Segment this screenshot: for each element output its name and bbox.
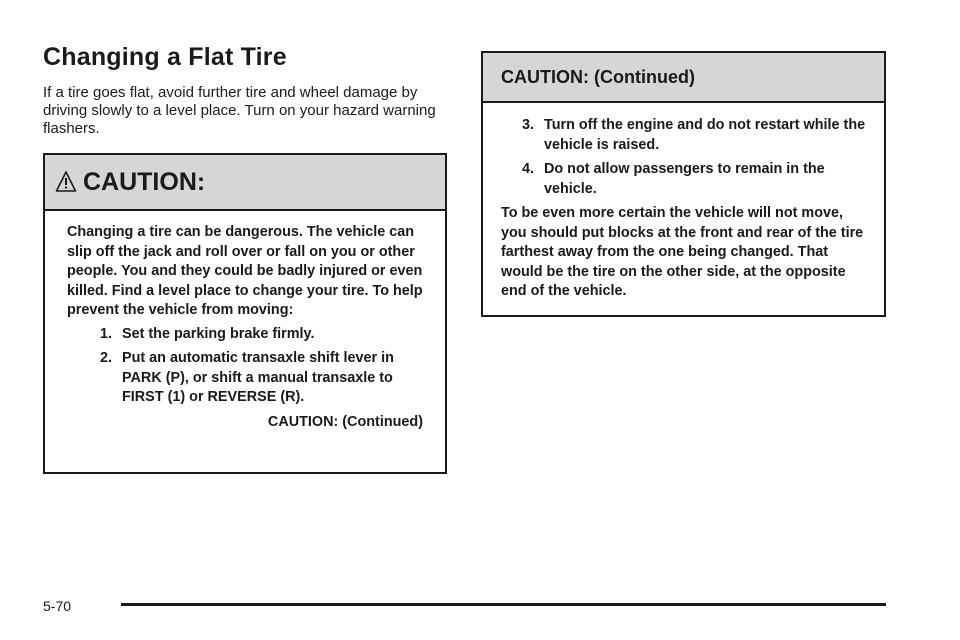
step-text: Put an automatic transaxle shift lever in PARK (P), or shift a manual transaxle to FIRST (1) or REVERSE (R). (122, 350, 394, 405)
step-text: Turn off the engine and do not restart while the vehicle is raised. (544, 117, 866, 153)
step-number: 2. (100, 350, 113, 366)
step-text: Do not allow passengers to remain in the vehicle. (544, 161, 825, 197)
list-item (100, 325, 423, 345)
step-text: Set the parking brake firmly. (122, 325, 315, 342)
caution-heading: CAUTION: (Continued) (501, 66, 695, 87)
step-number: 1. (100, 325, 113, 342)
page-number: 5-70 (43, 598, 72, 614)
warning-triangle-icon (55, 170, 77, 194)
caution-box (43, 153, 447, 474)
caution-header (45, 155, 445, 211)
list-item (522, 160, 866, 199)
caution-continued-box (481, 51, 886, 317)
footer-divider (121, 603, 886, 606)
caution-body (483, 103, 884, 302)
caution-heading: CAUTION: (83, 167, 206, 196)
caution-header (483, 53, 884, 103)
caution-body (45, 211, 445, 432)
caution-steps (100, 325, 423, 408)
caution-continued-label: CAUTION: (Continued) (267, 413, 423, 430)
caution-text: Changing a tire can be dangerous. The vehicle can slip off the jack and roll over or fall on you or other people. You and they could be badly injured or even killed. Find a level place to change your tire. To help prevent the vehicle from moving: (67, 224, 423, 318)
list-item (100, 349, 423, 408)
intro-paragraph: If a tire goes flat, avoid further tire and wheel damage by driving slowly to a level place. Turn on your hazard warning flashers. (43, 84, 436, 137)
page-title: Changing a Flat Tire (43, 43, 287, 71)
caution-steps (522, 116, 866, 199)
step-number: 3. (522, 117, 535, 133)
caution-text: To be even more certain the vehicle will not move, you should put blocks at the front and rear of the tire farthest away from the one being changed. That would be the tire on the other side, at the opposite end of the vehicle. (501, 205, 864, 299)
step-number: 4. (522, 161, 535, 177)
list-item (522, 116, 866, 155)
